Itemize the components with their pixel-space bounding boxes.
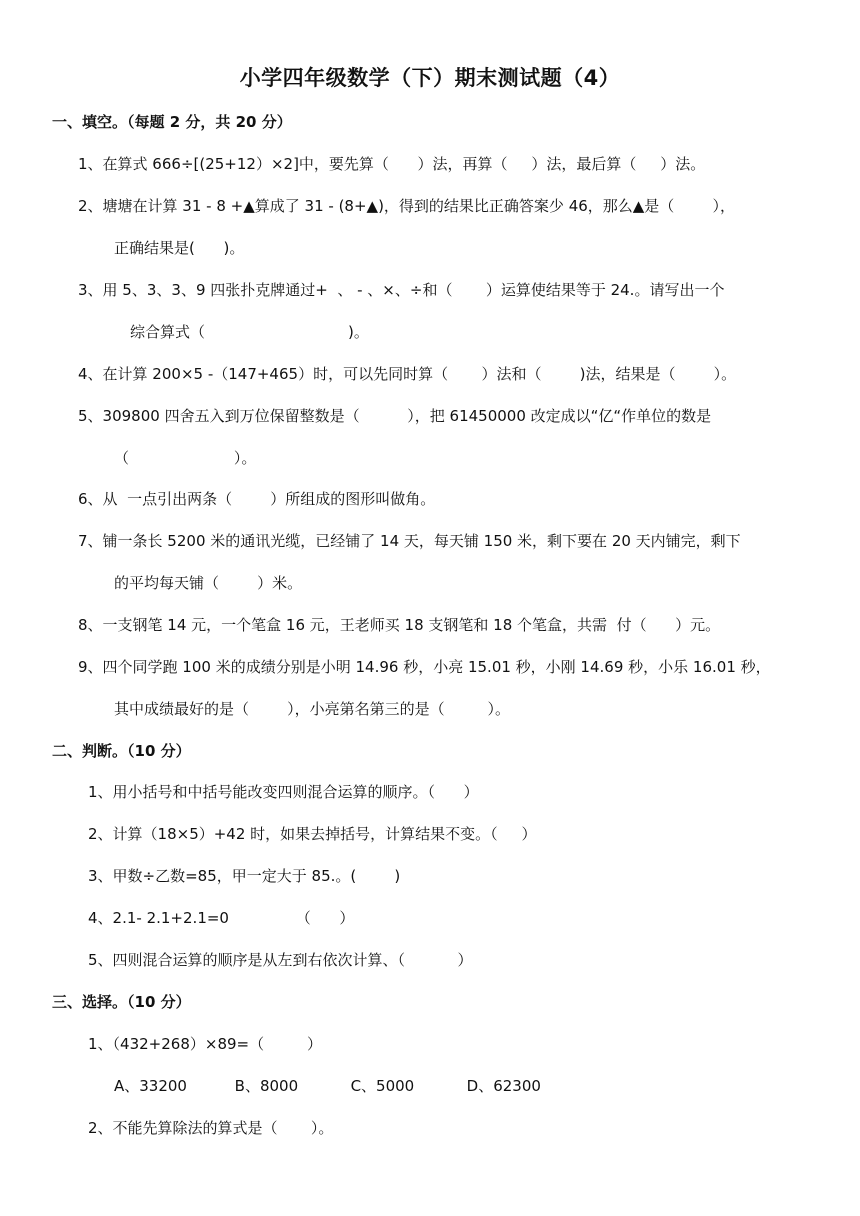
judge-question-1: 1、用小括号和中括号能改变四则混合运算的顺序。（ ） (88, 783, 479, 801)
choice-question-2: 2、不能先算除法的算式是（ ）。 (88, 1119, 334, 1137)
fill-question-3: 3、用 5、3、3、9 四张扑克牌通过+ 、 - 、×、÷和（ ）运算使结果等于 24.。请写出一个 (78, 281, 725, 299)
fill-question-8: 8、一支钢笔 14 元，一个笔盒 16 元，王老师买 18 支钢笔和 18 个笔盒，共需 付（ ）元。 (78, 616, 721, 634)
fill-question-6: 6、从 一点引出两条（ ）所组成的图形叫做角。 (78, 490, 436, 508)
judge-question-5: 5、四则混合运算的顺序是从左到右依次计算、（ ） (88, 951, 473, 969)
choice-question-1-options: A、33200 B、8000 C、5000 D、62300 (114, 1077, 541, 1095)
fill-question-4: 4、在计算 200×5 -（147+465）时，可以先同时算（ ）法和（ )法，结果是（ ）。 (78, 365, 737, 383)
section-fill-heading: 一、填空。（每题 2 分，共 20 分） (52, 113, 292, 131)
judge-question-3: 3、甲数÷乙数=85，甲一定大于 85.。( ) (88, 867, 401, 885)
fill-question-2: 2、塘塘在计算 31 - 8 +▲算成了 31 - (8+▲)，得到的结果比正确答案少 46，那么▲是（ ）， (78, 197, 735, 215)
fill-question-9-cont: 其中成绩最好的是（ ），小亮第名第三的是（ ）。 (114, 700, 511, 718)
fill-question-5: 5、309800 四舍五入到万位保留整数是（ ），把 61450000 改定成以“亿“作单位的数是 (78, 407, 712, 425)
exam-title: 小学四年级数学（下）期末测试题（4） (239, 66, 621, 90)
fill-question-5-cont: （ ）。 (114, 449, 257, 467)
section-judge-heading: 二、判断。（10 分） (52, 742, 191, 760)
fill-question-9: 9、四个同学跑 100 米的成绩分别是小明 14.96 秒，小亮 15.01 秒，小刚 14.69 秒，小乐 16.01 秒， (78, 658, 771, 676)
fill-question-2-cont: 正确结果是( )。 (114, 239, 245, 257)
fill-question-3-cont: 综合算式（ )。 (130, 323, 369, 341)
fill-question-7: 7、铺一条长 5200 米的通讯光缆，已经铺了 14 天，每天铺 150 米，剩下要在 20 天内铺完，剩下 (78, 532, 741, 550)
judge-question-2: 2、计算（18×5）+42 时，如果去掉括号，计算结果不变。（ ） (88, 825, 537, 843)
choice-question-1: 1、（432+268）×89=（ ） (88, 1035, 323, 1053)
judge-question-4: 4、2.1- 2.1+2.1=0 （ ） (88, 909, 355, 927)
fill-question-1: 1、在算式 666÷[(25+12）×2]中，要先算（ ）法，再算（ ）法，最后算（ ）法。 (78, 155, 706, 173)
section-choice-heading: 三、选择。（10 分） (52, 993, 191, 1011)
fill-question-7-cont: 的平均每天铺（ ）米。 (114, 574, 303, 592)
